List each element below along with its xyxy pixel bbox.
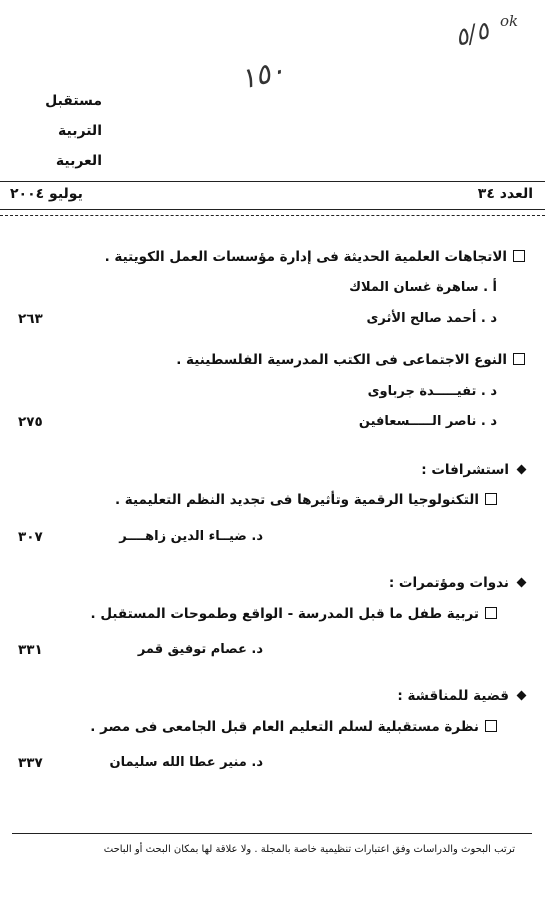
journal-title-line-1: مستقبل bbox=[45, 93, 102, 109]
handwritten-code: ١٥٠ bbox=[236, 53, 289, 96]
header-rule-bottom bbox=[0, 209, 545, 210]
handwritten-ok: ok bbox=[500, 12, 519, 30]
page-number: ٣٠٧ bbox=[18, 529, 43, 545]
journal-title bbox=[12, 86, 102, 176]
toc-entry-title: نظرة مستقبلية لسلم التعليم العام قبل الجامعى فى مصر . bbox=[90, 719, 497, 735]
checkbox-icon bbox=[485, 720, 497, 732]
journal-title-line-3: العربية bbox=[55, 153, 102, 169]
issue-date: يوليو ٢٠٠٤ bbox=[10, 186, 83, 202]
issue-label: العدد ٣٤ bbox=[477, 186, 533, 202]
handwritten-fraction: ٥/٥ bbox=[451, 16, 492, 52]
diamond-bullet-icon bbox=[517, 578, 527, 588]
header-rule-top bbox=[0, 181, 545, 182]
checkbox-icon bbox=[485, 493, 497, 505]
page-number: ٣٣٧ bbox=[18, 755, 43, 771]
footer-rule bbox=[12, 833, 532, 834]
diamond-bullet-icon bbox=[517, 691, 527, 701]
toc-entry-author: د. عصام توفيق قمر bbox=[137, 642, 263, 657]
toc-entry-title: التكنولوجيا الرقمية وتأثيرها فى تجديد النظم التعليمية . bbox=[115, 492, 497, 508]
toc-entry-title: الاتجاهات العلمية الحديثة فى إدارة مؤسسات العمل الكويتية . bbox=[105, 249, 525, 265]
toc-entry-author: د. ضيــاء الدين زاهــــر bbox=[119, 529, 263, 544]
toc-entry-title: النوع الاجتماعى فى الكتب المدرسية الفلسطينية . bbox=[176, 352, 525, 368]
header-rule-dashed bbox=[0, 215, 545, 216]
checkbox-icon bbox=[485, 607, 497, 619]
diamond-bullet-icon bbox=[517, 465, 527, 475]
toc-entry-title: تربية طفل ما قبل المدرسة - الواقع وطموحات المستقبل . bbox=[91, 606, 497, 622]
toc-entry-author: د . أحمد صالح الأثرى bbox=[366, 311, 497, 326]
page-number: ٢٧٥ bbox=[18, 414, 43, 430]
page-number: ٢٦٣ bbox=[18, 311, 43, 327]
section-heading: ندوات ومؤتمرات : bbox=[389, 575, 525, 591]
toc-entry-author: د . ناصر الـــــسعافين bbox=[358, 414, 497, 429]
toc-entry-author: أ . ساهرة غسان الملاك bbox=[349, 280, 497, 295]
checkbox-icon bbox=[513, 353, 525, 365]
footer-note: ترتب البحوث والدراسات وفق اعتبارات تنظيمية خاصة بالمجلة . ولا علاقة لها بمكان البحث أو الباحث bbox=[103, 844, 515, 855]
toc-entry-author: د . تفيـــــدة جرباوى bbox=[367, 384, 497, 399]
section-heading: استشرافات : bbox=[421, 462, 525, 478]
section-heading: قضية للمناقشة : bbox=[397, 688, 525, 704]
journal-title-line-2: التربية bbox=[58, 123, 102, 139]
page-number: ٣٣١ bbox=[18, 642, 43, 658]
toc-entry-author: د. منير عطا الله سليمان bbox=[109, 755, 263, 770]
checkbox-icon bbox=[513, 250, 525, 262]
